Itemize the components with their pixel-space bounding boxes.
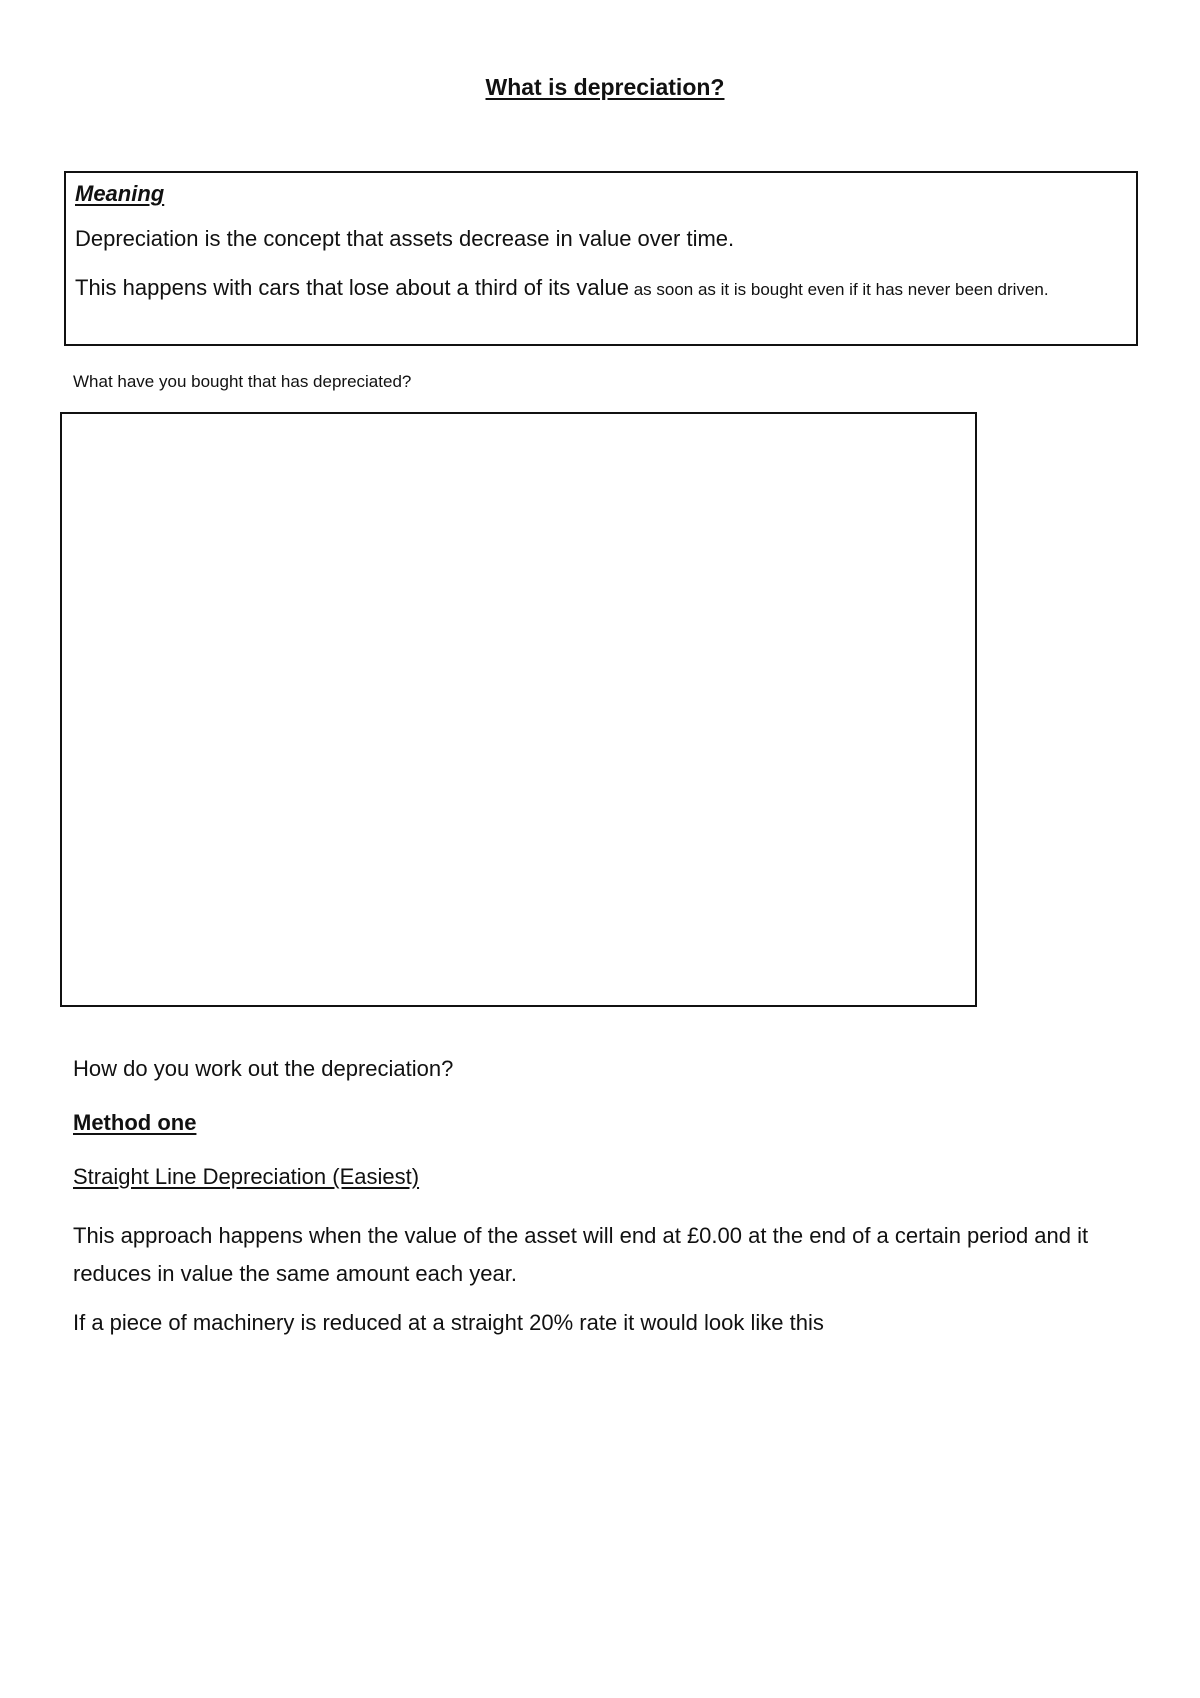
meaning-example-large: This happens with cars that lose about a third of its value: [75, 274, 629, 300]
method-paragraph: This approach happens when the value of the asset will end at £0.00 at the end of a certain period and it reduces in value the same amount each year.: [73, 1223, 1089, 1286]
meaning-heading: Meaning: [75, 181, 165, 206]
page-title: What is depreciation?: [485, 74, 725, 100]
method-subheading: Straight Line Depreciation (Easiest): [73, 1164, 420, 1189]
answer-prompt: What have you bought that has depreciated?: [73, 372, 412, 391]
example-paragraph: If a piece of machinery is reduced at a straight 20% rate it would look like this: [73, 1310, 824, 1335]
meaning-example-small: as soon as it is bought even if it has never been driven.: [628, 279, 1049, 299]
depreciation-question: How do you work out the depreciation?: [73, 1056, 454, 1081]
meaning-example: [75, 273, 1127, 305]
meaning-definition: Depreciation is the concept that assets decrease in value over time.: [75, 226, 735, 252]
meaning-box: [64, 171, 1138, 346]
method-heading: Method one: [73, 1110, 197, 1135]
answer-box[interactable]: [60, 412, 977, 1007]
